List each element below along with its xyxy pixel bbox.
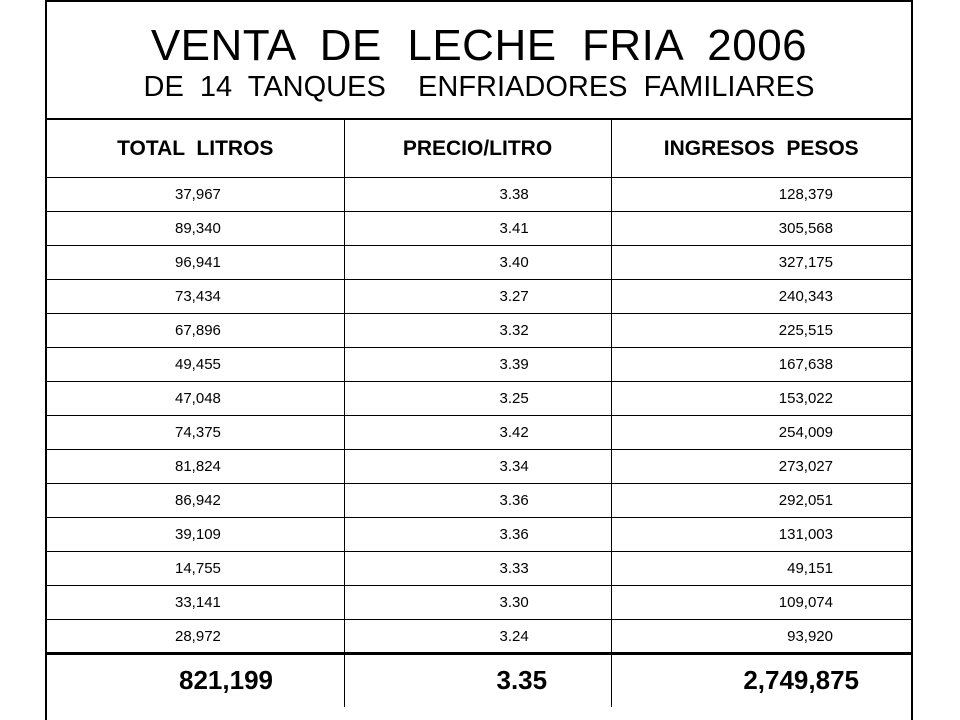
litros-cell: 67,896: [47, 314, 344, 348]
precio-cell: 3.34: [344, 450, 611, 484]
litros-cell: 33,141: [47, 586, 344, 620]
ingresos-cell: 225,515: [611, 314, 911, 348]
header-total-litros: TOTAL LITROS: [47, 120, 344, 178]
table-row: [47, 450, 911, 484]
precio-cell: 3.33: [344, 552, 611, 586]
totals-row: [47, 654, 911, 707]
sales-table-sheet: [45, 0, 913, 720]
litros-cell: 74,375: [47, 416, 344, 450]
ingresos-cell: 305,568: [611, 212, 911, 246]
total-precio-cell: 3.35: [344, 654, 611, 707]
litros-cell: 28,972: [47, 620, 344, 654]
page-title: VENTA DE LECHE FRIA 2006: [150, 21, 808, 70]
table-row: [47, 178, 911, 212]
ingresos-cell: 240,343: [611, 280, 911, 314]
precio-cell: 3.36: [344, 484, 611, 518]
page-subtitle: DE 14 TANQUES ENFRIADORES FAMILIARES: [143, 71, 815, 103]
ingresos-cell: 292,051: [611, 484, 911, 518]
litros-cell: 96,941: [47, 246, 344, 280]
precio-cell: 3.30: [344, 586, 611, 620]
precio-cell: 3.32: [344, 314, 611, 348]
litros-cell: 89,340: [47, 212, 344, 246]
table-row: [47, 280, 911, 314]
ingresos-cell: 128,379: [611, 178, 911, 212]
total-litros-cell: 821,199: [47, 654, 344, 707]
ingresos-cell: 49,151: [611, 552, 911, 586]
precio-cell: 3.40: [344, 246, 611, 280]
precio-cell: 3.41: [344, 212, 611, 246]
table-row: [47, 484, 911, 518]
precio-cell: 3.38: [344, 178, 611, 212]
header-precio-litro: PRECIO/LITRO: [344, 120, 611, 178]
litros-cell: 49,455: [47, 348, 344, 382]
litros-cell: 39,109: [47, 518, 344, 552]
precio-cell: 3.24: [344, 620, 611, 654]
ingresos-cell: 109,074: [611, 586, 911, 620]
table-row: [47, 586, 911, 620]
precio-cell: 3.25: [344, 382, 611, 416]
precio-cell: 3.27: [344, 280, 611, 314]
litros-cell: 47,048: [47, 382, 344, 416]
litros-cell: 86,942: [47, 484, 344, 518]
title-block: [47, 2, 911, 120]
ingresos-cell: 167,638: [611, 348, 911, 382]
ingresos-cell: 327,175: [611, 246, 911, 280]
table-row: [47, 348, 911, 382]
precio-cell: 3.36: [344, 518, 611, 552]
table-row: [47, 212, 911, 246]
table-row: [47, 314, 911, 348]
table-row: [47, 416, 911, 450]
header-ingresos-pesos: INGRESOS PESOS: [611, 120, 911, 178]
litros-cell: 14,755: [47, 552, 344, 586]
precio-cell: 3.42: [344, 416, 611, 450]
ingresos-cell: 93,920: [611, 620, 911, 654]
ingresos-cell: 273,027: [611, 450, 911, 484]
total-ingresos-cell: 2,749,875: [611, 654, 911, 707]
litros-cell: 81,824: [47, 450, 344, 484]
table-row: [47, 552, 911, 586]
litros-cell: 37,967: [47, 178, 344, 212]
header-row: [47, 120, 911, 178]
table-row: [47, 382, 911, 416]
table-row: [47, 620, 911, 654]
litros-cell: 73,434: [47, 280, 344, 314]
table-row: [47, 246, 911, 280]
ingresos-cell: 131,003: [611, 518, 911, 552]
precio-cell: 3.39: [344, 348, 611, 382]
sales-table: [47, 120, 911, 707]
table-row: [47, 518, 911, 552]
ingresos-cell: 254,009: [611, 416, 911, 450]
ingresos-cell: 153,022: [611, 382, 911, 416]
